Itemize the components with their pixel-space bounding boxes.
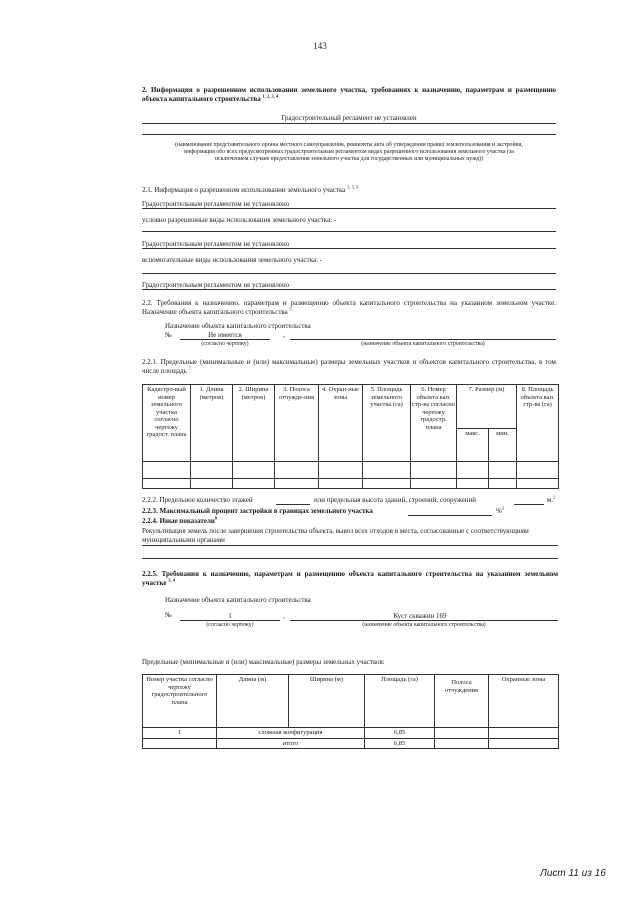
section-2-title xyxy=(142,86,556,103)
s225-comma: , xyxy=(283,612,285,620)
s221-header-cell: 1. Длина (метров) xyxy=(191,385,233,462)
limits-header-cell: Площадь (га) xyxy=(365,675,435,728)
s22-caption-left: (согласно чертежу) xyxy=(201,341,249,347)
s222-unit-wrap xyxy=(547,496,555,504)
s22-num-value: Не имеется xyxy=(208,331,242,339)
s21-title-text: 2.1. Информация о разрешенном использовании земельного участка xyxy=(142,186,346,194)
s221-title-sup: 7 xyxy=(188,365,191,371)
s225-purpose-line xyxy=(290,620,558,621)
s21-blank-line xyxy=(142,231,556,232)
regulation-line xyxy=(142,123,556,124)
s221-header-cell: 4. Охран-ные зоны xyxy=(319,385,363,462)
s22-title-sup: 5 xyxy=(289,306,292,312)
regulation-explain: (наименование представительного органа местного самоуправления, реквизиты акта об утверждении правил землепользования и застройки, информация обо всех предусмотренных градостроительным регламентом видах разрешенного использования земельного участка (за исключением случаев предоставления земельного участка для государственных или муниципальных нужд)) xyxy=(175,142,523,162)
s22-num-sign: № xyxy=(165,331,172,339)
s225-title-sup: 3, 4 xyxy=(168,577,175,583)
s221-header-cell: 2. Ширина (метров) xyxy=(233,385,275,462)
s225-purpose-label: Назначение объекта капитального строительства xyxy=(165,596,311,604)
s225-num-line xyxy=(180,620,280,621)
s223-unit-wrap xyxy=(496,507,504,515)
page-number: 143 xyxy=(313,41,327,51)
s225-purpose-value: Куст скважин 169 xyxy=(393,612,447,620)
s221-header-cell: 3. Полоса отчужде-ния xyxy=(275,385,319,462)
limits-header-row xyxy=(143,675,559,728)
s225-title xyxy=(142,570,558,587)
s22-title xyxy=(142,299,556,316)
s222-text-a: 2.2.2. Предельное количество этажей xyxy=(142,496,253,504)
s21-title-sup: 3, 5, 6 xyxy=(347,184,359,190)
limits-cell-shape: итого xyxy=(217,738,365,749)
s222-height-line xyxy=(514,504,544,505)
s21-reg3: Градостроительным регламентом не установлено xyxy=(142,281,290,289)
section-2-title-sup: 1, 2, 3, 4 xyxy=(262,93,279,99)
regulation-line-2 xyxy=(142,134,556,135)
s221-header-cell: Кадастро-вый номер земельного участка согласно чертежу градост. плана xyxy=(143,385,191,462)
s225-num-sign: № xyxy=(165,611,172,619)
s224-body: Рекультивация земель после завершения строительства объекта, вывоз всех отходов в места, согласованные с соответствующими муниципальными органами xyxy=(142,527,529,544)
s21-blank-line-2 xyxy=(142,273,556,274)
s21-reg3-line xyxy=(142,289,556,290)
s21-reg2: Градостроительным регламентом не установлено xyxy=(142,240,290,248)
s223-text: 2.2.3. Максимальный процент застройки в границах земельного участка xyxy=(142,507,373,515)
limits-cell-area: 6,85 xyxy=(365,728,435,739)
regulation-text: Градостроительный регламент не установлен xyxy=(281,114,417,122)
s221-sub-min: мин. xyxy=(489,428,517,461)
table-row xyxy=(143,462,559,479)
s223-unit-sup: 2 xyxy=(501,505,505,511)
s22-caption-right: (назначение объекта капитального строительства) xyxy=(361,341,485,347)
s21-title xyxy=(142,186,358,194)
s224-title xyxy=(142,517,217,525)
s21-reg1: Градостроительным регламентом не установлено xyxy=(142,200,290,208)
s222-unit: м. xyxy=(547,496,554,504)
table-row xyxy=(143,479,559,489)
limits-cell-shape: сложная конфигурация xyxy=(217,728,365,739)
limits-header-cell: Длина (м) xyxy=(217,675,289,728)
s224-title-sup: 8 xyxy=(214,515,218,521)
s22-title-text: 2.2. Требования к назначению, параметрам и размещению объекта капитального строительства на указанном земельном участке. Назначение объекта капитального строительства xyxy=(142,299,556,316)
s224-line xyxy=(142,545,558,546)
s225-caption-right: (назначение объекта капитального строительства) xyxy=(362,622,486,628)
limits-header-cell: Охранные зоны xyxy=(489,675,559,728)
s22-purpose-line xyxy=(290,339,556,340)
s221-header-row xyxy=(143,385,559,429)
s21-reg1-line xyxy=(142,208,556,209)
s221-title xyxy=(142,358,556,375)
section-2-title-text: 2. Информация о разрешенном использовании земельного участка, требованиях к назначению, параметрам и размещению объекта капитального строительства xyxy=(142,86,556,103)
s221-title-text: 2.2.1. Предельные (минимальные и (или) максимальные) размеры земельных участков и объектов капитального строительства, в том числе площадь xyxy=(142,358,556,375)
s22-comma: , xyxy=(283,331,285,339)
limits-cell-num: 1 xyxy=(143,728,217,739)
s22-purpose-label: Назначение объекта капитального строительства xyxy=(165,322,311,330)
s21-reg2-line xyxy=(142,248,556,249)
limits-header-cell: Полоса отчуждения xyxy=(435,675,489,728)
s221-header-cell: 8. Площадь объекта кап. стр-ва (га) xyxy=(517,385,559,462)
limits-header-cell: Ширина (м) xyxy=(289,675,365,728)
s222-unit-sup: 2 xyxy=(553,494,556,500)
s224-title-text: 2.2.4. Иные показатели xyxy=(142,517,215,525)
s221-sub-max: макс. xyxy=(457,428,489,461)
s221-header-cell: 7. Размер (м) xyxy=(457,385,517,429)
s222-floors-line xyxy=(276,504,310,505)
s221-header-cell: 5. Площадь земельного участка (га) xyxy=(363,385,411,462)
limits-cell-area: 6,85 xyxy=(365,738,435,749)
s224-line-2 xyxy=(142,558,558,559)
sheet-footer: Лист 11 из 16 xyxy=(540,868,606,879)
limits-table xyxy=(142,674,559,749)
s22-num-line xyxy=(180,339,270,340)
s222-text-b: или предельная высота зданий, строений, сооружений xyxy=(314,496,476,504)
s225-caption-left: (согласно чертежу) xyxy=(206,622,254,628)
s21-auxiliary: вспомогательные виды использования земельного участка: - xyxy=(142,256,323,264)
limits-header-cell: Номер участка согласно чертежу градостроительного плана xyxy=(143,675,217,728)
s223-line xyxy=(408,515,492,516)
limits-title: Предельные (минимальные и (или) максимальные) размеры земельных участков: xyxy=(142,658,385,666)
s21-conditional: условно разрешенные виды использования земельного участка: - xyxy=(142,216,337,224)
s221-table xyxy=(142,384,559,489)
s225-title-text: 2.2.5. Требования к назначению, параметрам и размещению объекта капитального строительства на указанном земельном участке xyxy=(142,570,558,587)
limits-cell-num xyxy=(143,738,217,749)
table-row xyxy=(143,738,559,749)
table-row xyxy=(143,728,559,739)
s221-header-cell: 6. Номер объекта кап. стр-ва согласно чертежу градостр. плана xyxy=(411,385,457,462)
s225-num-value: 1 xyxy=(228,612,232,620)
s223-unit: % xyxy=(496,507,502,515)
